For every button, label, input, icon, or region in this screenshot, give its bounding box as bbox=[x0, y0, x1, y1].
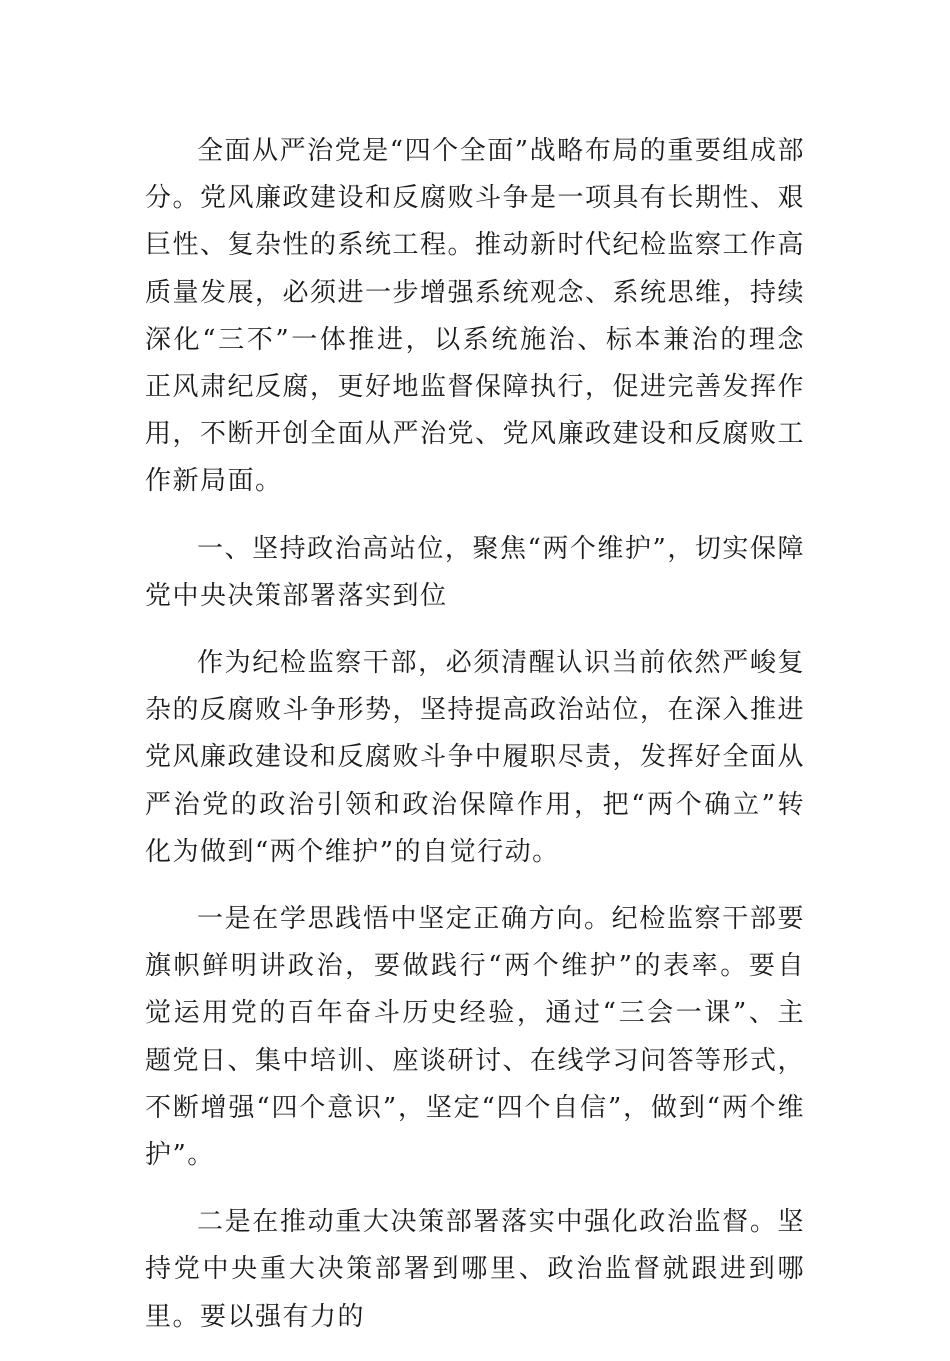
paragraph-point-2: 二是在推动重大决策部署落实中强化政治监督。坚持党中央重大决策部署到哪里、政治监督就跟进到哪里。要以强有力的 bbox=[145, 1207, 805, 1332]
section-heading-1: 一、坚持政治高站位，聚焦“两个维护”，切实保障党中央决策部署落实到位 bbox=[145, 533, 805, 611]
paragraph-intro: 全面从严治党是“四个全面”战略布局的重要组成部分。党风廉政建设和反腐败斗争是一项具有长期性、艰巨性、复杂性的系统工程。推动新时代纪检监察工作高质量发展，必须进一步增强系统观念、系统思维，持续深化“三不”一体推进，以系统施治、标本兼治的理念正风肃纪反腐，更好地监督保障执行，促进完善发挥作用，不断开创全面从严治党、党风廉政建设和反腐败工作新局面。 bbox=[145, 136, 806, 497]
document-body bbox=[145, 128, 805, 1361]
paragraph-section-1: 作为纪检监察干部，必须清醒认识当前依然严峻复杂的反腐败斗争形势，坚持提高政治站位，在深入推进党风廉政建设和反腐败斗争中履职尽责，发挥好全面从严治党的政治引领和政治保障作用，把“两个确立”转化为做到“两个维护”的自觉行动。 bbox=[145, 648, 806, 867]
paragraph-point-1: 一是在学思践悟中坚定正确方向。纪检监察干部要旗帜鲜明讲政治，要做践行“两个维护”的表率。要自觉运用党的百年奋斗历史经验，通过“三会一课”、主题党日、集中培训、座谈研讨、在线学习问答等形式，不断增强“四个意识”，坚定“四个自信”，做到“两个维护”。 bbox=[145, 904, 806, 1171]
